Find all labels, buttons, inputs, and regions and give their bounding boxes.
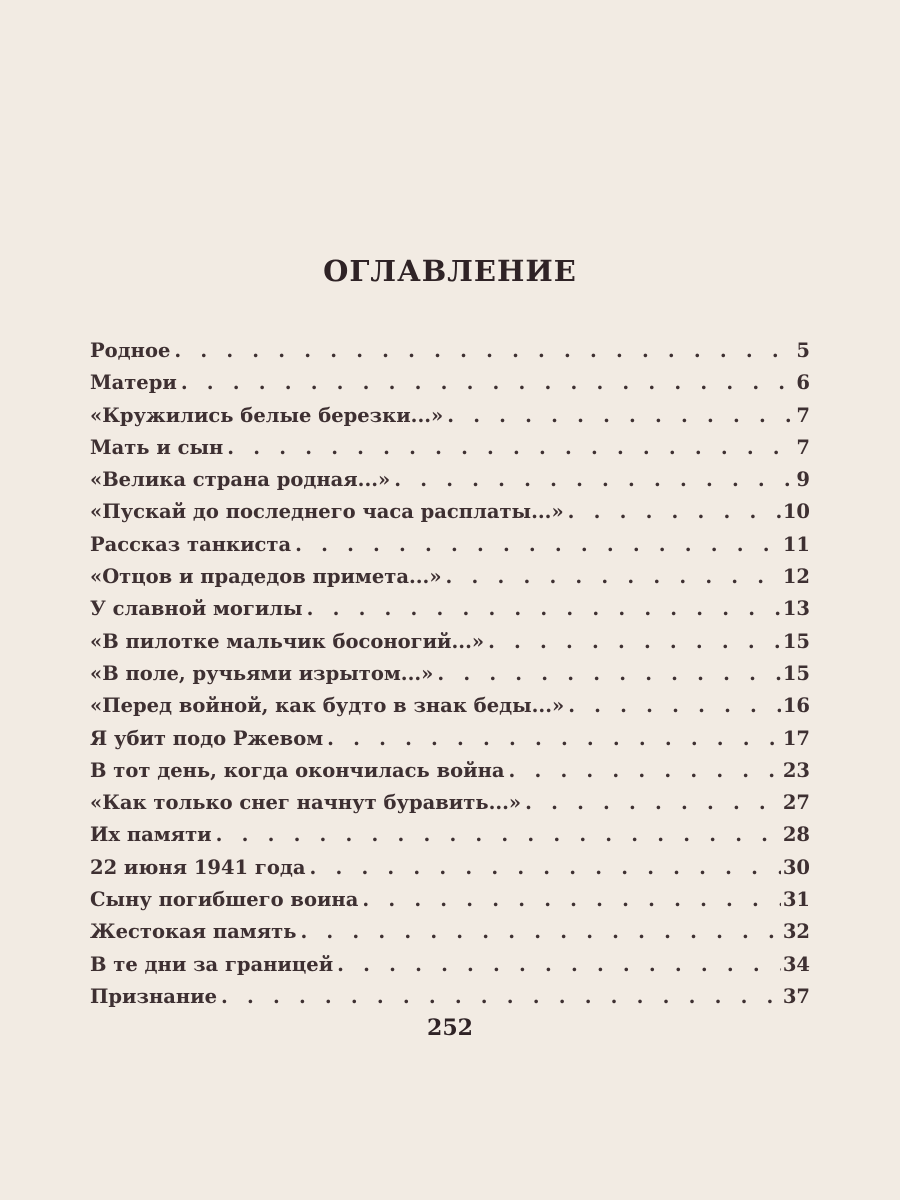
dot-leader xyxy=(446,565,781,588)
toc-entry-page: 7 xyxy=(796,403,810,427)
toc-entry-page: 23 xyxy=(782,758,810,782)
toc-entry xyxy=(90,985,810,1017)
toc-entry-page: 9 xyxy=(796,468,810,492)
toc-entry-page: 37 xyxy=(782,984,810,1008)
dot-leader xyxy=(307,597,781,620)
toc-entry xyxy=(90,630,810,662)
toc-entry xyxy=(90,339,810,371)
toc-entry-page: 7 xyxy=(796,435,810,459)
dot-leader xyxy=(174,339,794,362)
toc-entry-page: 13 xyxy=(782,597,810,621)
toc-entry-page: 10 xyxy=(782,500,810,524)
toc-entry-page: 11 xyxy=(782,532,810,556)
toc-entry-title: «Кружились белые березки...» xyxy=(90,403,444,427)
toc-entry xyxy=(90,371,810,403)
toc-entry-title: «В поле, ручьями изрытом...» xyxy=(90,661,434,685)
dot-leader xyxy=(181,371,795,394)
toc-entry xyxy=(90,759,810,791)
toc-entry-page: 27 xyxy=(782,791,810,815)
toc-entry xyxy=(90,727,810,759)
toc-entry-title: «Отцов и прадедов примета...» xyxy=(90,565,442,589)
dot-leader xyxy=(437,662,780,685)
dot-leader xyxy=(568,694,781,717)
toc-entry-page: 15 xyxy=(782,661,810,685)
toc-entry-page: 17 xyxy=(782,726,810,750)
toc-entry xyxy=(90,436,810,468)
toc-entry-title: Матери xyxy=(90,371,177,395)
toc-entry xyxy=(90,662,810,694)
toc-entry xyxy=(90,856,810,888)
toc-entry-title: У славной могилы xyxy=(90,597,303,621)
dot-leader xyxy=(300,920,780,943)
toc-entry-title: «Как только снег начнут буравить...» xyxy=(90,791,522,815)
toc-entry xyxy=(90,533,810,565)
toc-entry-title: Признание xyxy=(90,984,218,1008)
toc-entry-title: «Велика страна родная...» xyxy=(90,468,391,492)
toc-entry-page: 16 xyxy=(782,694,810,718)
toc-entry-title: 22 июня 1941 года xyxy=(90,855,306,879)
dot-leader xyxy=(295,533,781,556)
dot-leader xyxy=(216,823,781,846)
toc-entry xyxy=(90,404,810,436)
toc-entry-title: Сыну погибшего воина xyxy=(90,888,359,912)
dot-leader xyxy=(447,404,794,427)
toc-entry xyxy=(90,597,810,629)
toc-entry xyxy=(90,791,810,823)
toc-entry xyxy=(90,920,810,952)
page-number: 252 xyxy=(427,1015,473,1041)
dot-leader xyxy=(509,759,781,782)
toc-entry-page: 31 xyxy=(782,888,810,912)
toc-entry-title: Родное xyxy=(90,339,171,362)
dot-leader xyxy=(227,436,794,459)
toc-entry-title: В тот день, когда окончилась война xyxy=(90,758,505,782)
toc-entry-title: «В пилотке мальчик босоногий...» xyxy=(90,629,485,653)
dot-leader xyxy=(488,630,781,653)
toc-entry xyxy=(90,823,810,855)
toc-entry xyxy=(90,468,810,500)
toc-entry-page: 34 xyxy=(782,952,810,976)
dot-leader xyxy=(310,856,781,879)
toc-entry-page: 12 xyxy=(782,565,810,589)
toc-entry-title: В те дни за границей xyxy=(90,952,334,976)
page-title: ОГЛАВЛЕНИЕ xyxy=(323,254,577,288)
dot-leader xyxy=(362,888,781,911)
toc-entry-title: Я убит подо Ржевом xyxy=(90,726,324,750)
toc-entry-page: 5 xyxy=(796,339,810,362)
toc-entry-page: 28 xyxy=(782,823,810,847)
toc-entry-title: Мать и сын xyxy=(90,435,224,459)
toc-entry xyxy=(90,565,810,597)
dot-leader xyxy=(525,791,781,814)
toc-entry-title: Жестокая память xyxy=(90,920,297,944)
dot-leader xyxy=(394,468,794,491)
toc-entry xyxy=(90,953,810,985)
dot-leader xyxy=(327,727,781,750)
toc-entry-page: 15 xyxy=(782,629,810,653)
toc-entry-title: «Перед войной, как будто в знак беды...» xyxy=(90,694,565,718)
toc-entry-title: Их памяти xyxy=(90,823,212,847)
toc-entry-page: 32 xyxy=(782,920,810,944)
toc-entry-page: 6 xyxy=(796,371,810,395)
dot-leader xyxy=(221,985,781,1008)
toc-entry xyxy=(90,500,810,532)
toc-entry-title: «Пускай до последнего часа расплаты...» xyxy=(90,500,564,524)
toc-entry-page: 30 xyxy=(782,855,810,879)
toc-entry-title: Рассказ танкиста xyxy=(90,532,292,556)
toc-entry xyxy=(90,694,810,726)
toc-entry xyxy=(90,888,810,920)
dot-leader xyxy=(568,500,781,523)
dot-leader xyxy=(337,953,781,976)
table-of-contents xyxy=(90,339,810,1017)
